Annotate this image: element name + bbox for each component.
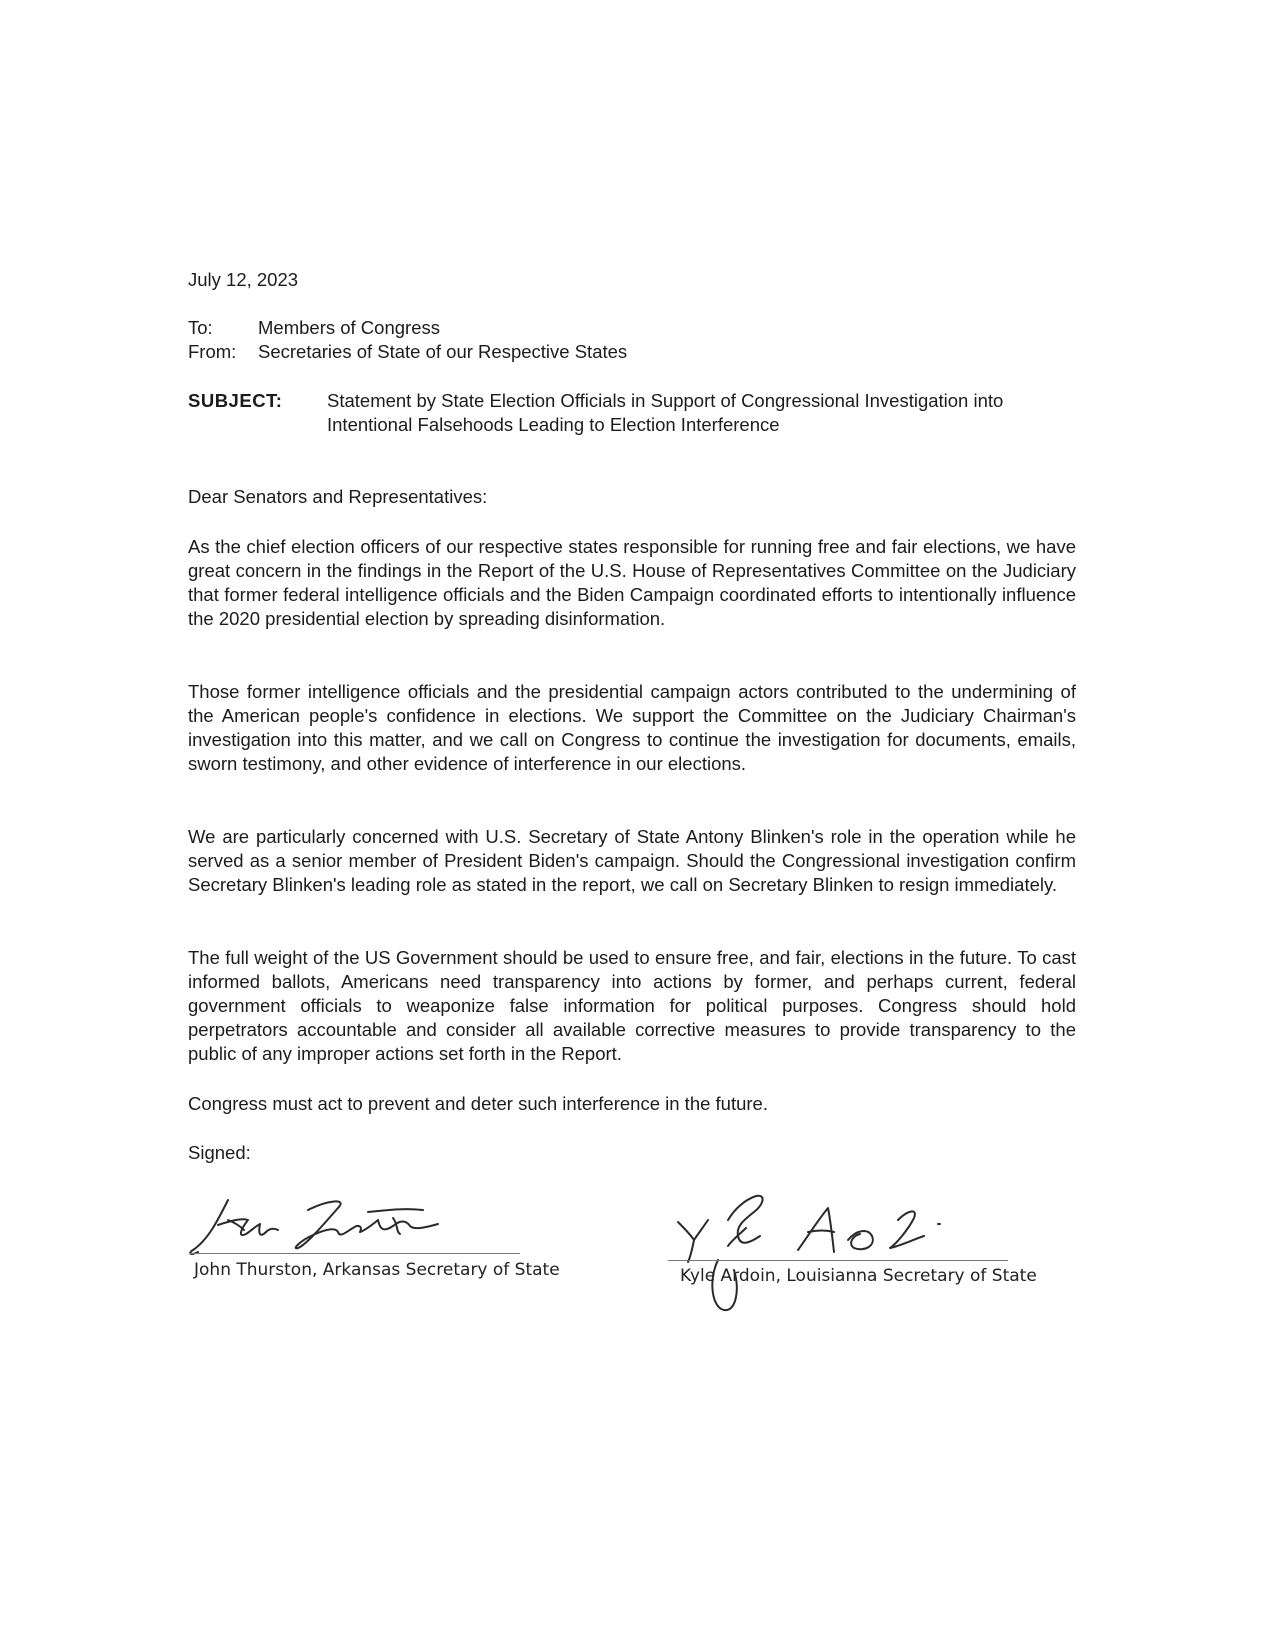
to-value: Members of Congress [258, 317, 440, 338]
salutation: Dear Senators and Representatives: [188, 486, 488, 507]
from-label: From: [188, 341, 237, 362]
signature-block-ardoin [668, 1190, 1048, 1330]
subject-label: SUBJECT: [188, 390, 283, 411]
subject-block [188, 389, 1068, 437]
to-line [188, 316, 440, 340]
body-paragraph-5: Congress must act to prevent and deter such interference in the future. [188, 1093, 768, 1114]
body-paragraph-3: We are particularly concerned with U.S. Secretary of State Antony Blinken's role in the operation while he served as a senior member of President Biden's campaign. Should the Congressional investigation confirm Secretary Blinken's leading role as stated in the report, we call on Secretary Blinken to resign immediately. [188, 826, 1076, 895]
from-line [188, 340, 627, 364]
from-value: Secretaries of State of our Respective States [258, 341, 628, 362]
signature-line-thurston [190, 1253, 520, 1254]
to-label: To: [188, 317, 213, 338]
signatory-name-ardoin: Kyle Ardoin, Louisianna Secretary of State [680, 1266, 1037, 1286]
signatory-name-thurston: John Thurston, Arkansas Secretary of State [194, 1260, 560, 1280]
body-paragraph-1: As the chief election officers of our respective states responsible for running free and fair elections, we have great concern in the findings in the Report of the U.S. House of Representatives Committee on the Judiciary that former federal intelligence officials and the Biden Campaign coordinated efforts to intentionally influence the 2020 presidential election by spreading disinformation. [188, 536, 1076, 629]
signature-line-ardoin [668, 1260, 1008, 1261]
body-paragraph-2: Those former intelligence officials and the presidential campaign actors contributed to the undermining of the American people's confidence in elections. We support the Committee on the Judiciary Chairman's investigation into this matter, and we call on Congress to continue the investigation for documents, emails, sworn testimony, and other evidence of interference in our elections. [188, 681, 1076, 774]
letter-date: July 12, 2023 [188, 269, 299, 290]
body-paragraph-4: The full weight of the US Government should be used to ensure free, and fair, elections in the future. To cast informed ballots, Americans need transparency into actions by former, and perhaps current, federal government officials to weaponize false information for political purposes. Congress should hold perpetrators accountable and consider all available corrective measures to provide transparency to the public of any improper actions set forth in the Report. [188, 947, 1076, 1064]
signature-block-thurston [188, 1190, 568, 1300]
subject-text: Statement by State Election Officials in Support of Congressional Investigation into Intentional Falsehoods Leading to Election Interference [327, 390, 1004, 435]
signed-label: Signed: [188, 1142, 251, 1163]
handwritten-signature-thurston [188, 1190, 488, 1260]
